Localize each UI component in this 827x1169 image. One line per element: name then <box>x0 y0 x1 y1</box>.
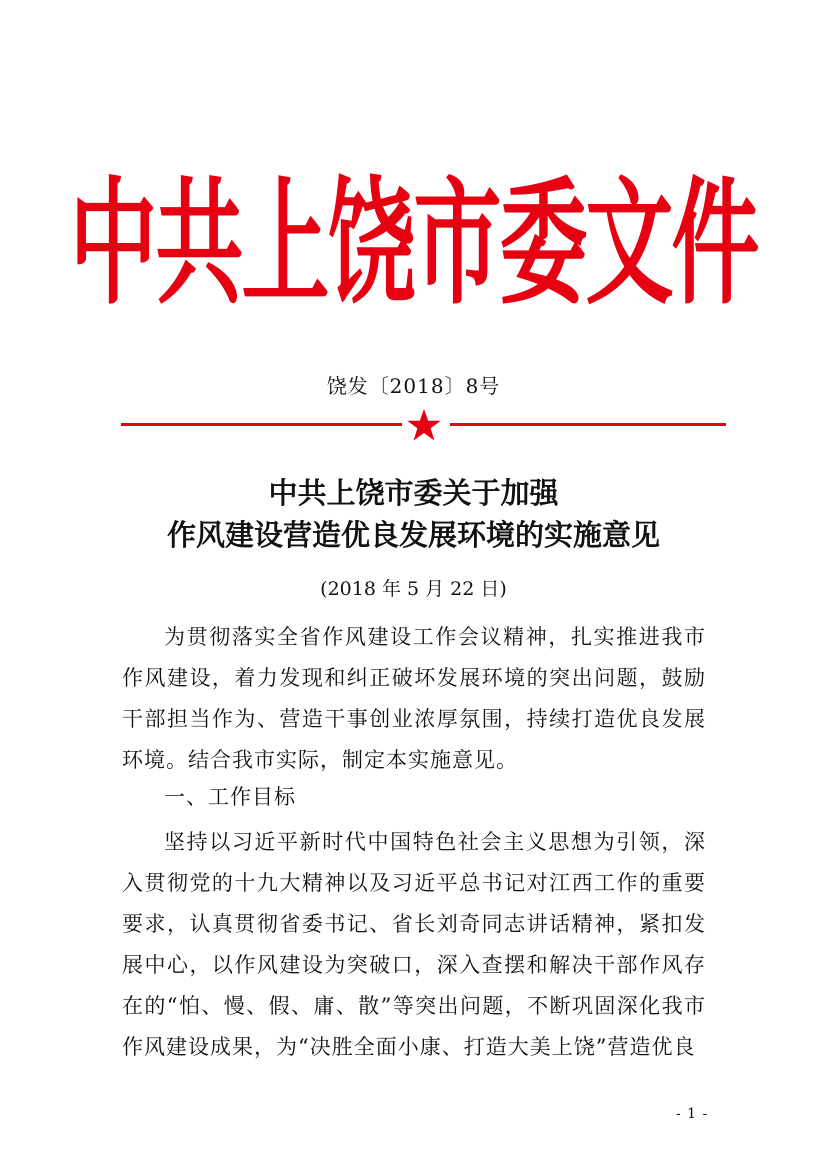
section1-paragraph: 坚持以习近平新时代中国特色社会主义思想为引领，深入贯彻党的十九大精神以及习近平总书记对江西工作的重要要求，认真贯彻省委书记、省长刘奇同志讲话精神，紧扣发展中心，以作风建设为突破口，深入查摆和解决干部作风存在的“怕、慢、假、庸、散”等突出问题，不断巩固深化我市作风建设成果，为“决胜全面小康、打造大美上饶”营造优良 <box>122 830 706 1059</box>
red-divider-left <box>121 423 402 426</box>
star-icon <box>406 408 442 442</box>
intro-paragraph: 为贯彻落实全省作风建设工作会议精神，扎实推进我市作风建设，着力发现和纠正破坏发展环境的突出问题，鼓励干部担当作为、营造干事创业浓厚氛围，持续打造优良发展环境。结合我市实际，制定本实施意见。 <box>122 625 706 772</box>
document-date: (2018 年 5 月 22 日) <box>320 578 507 600</box>
document-number: 饶发〔2018〕8号 <box>326 374 501 398</box>
document-title-line2: 作风建设营造优良发展环境的实施意见 <box>166 518 660 552</box>
section-heading-goals: 一、工作目标 <box>164 785 296 809</box>
document-title-line1: 中共上饶市委关于加强 <box>268 476 559 510</box>
page-number: - 1 - <box>676 1106 709 1122</box>
red-divider-right <box>450 423 726 426</box>
document-masthead: 中共上饶市委文件 <box>69 163 758 324</box>
